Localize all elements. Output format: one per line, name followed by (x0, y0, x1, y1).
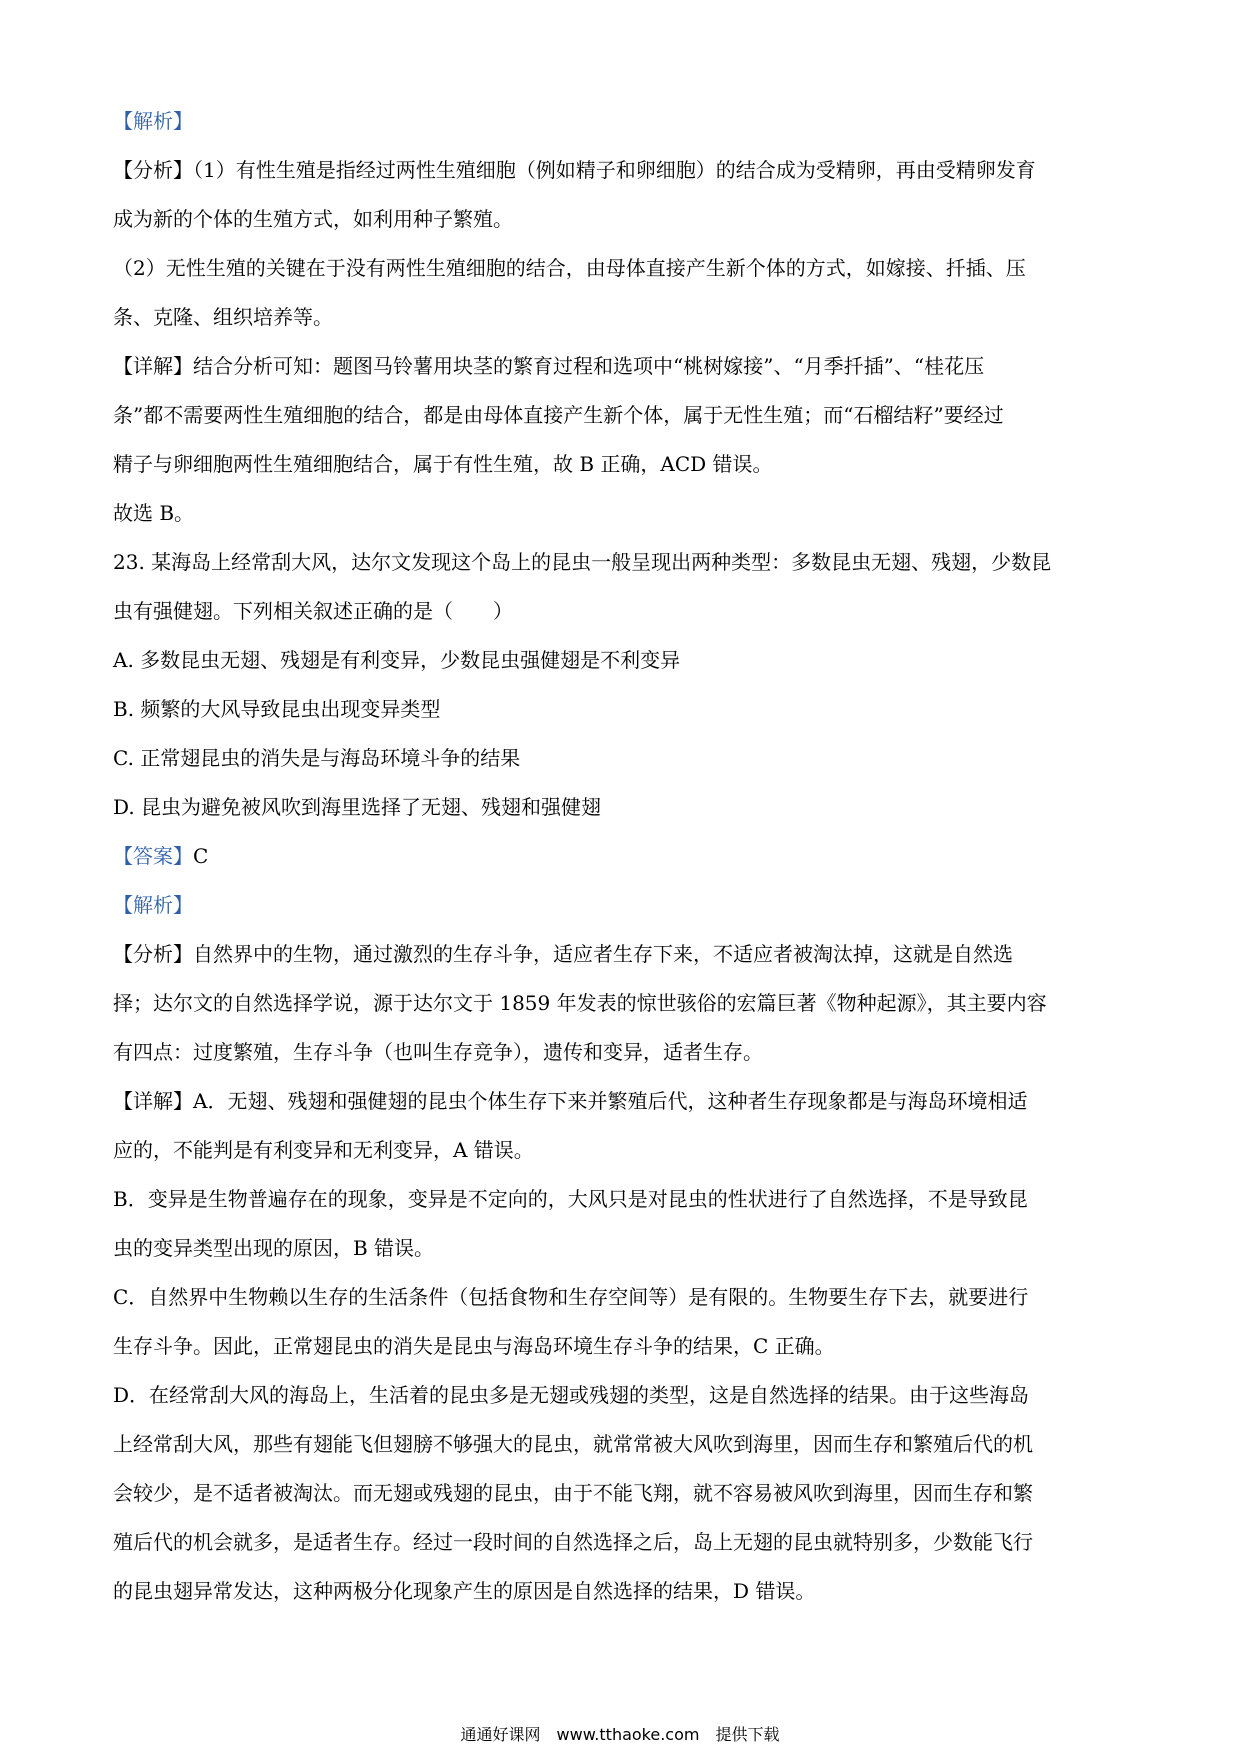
detail-paragraph (113, 342, 1133, 391)
option-c: C. 正常翅昆虫的消失是与海岛环境斗争的结果 (113, 746, 521, 770)
analysis-line: （1）有性生殖是指经过两性生殖细胞（例如精子和卵细胞）的结合成为受精卵，再由受精卵发育 (193, 158, 1036, 182)
detail-line: A．无翅、残翅和强健翅的昆虫个体生存下来并繁殖后代，这种者生存现象都是与海岛环境相适 (193, 1089, 1028, 1113)
question-stem: 23. 某海岛上经常刮大风，达尔文发现这个岛上的昆虫一般呈现出两种类型：多数昆虫无翅、残翅，少数昆 (113, 550, 1052, 574)
option-d: D. 昆虫为避免被风吹到海里选择了无翅、残翅和强健翅 (113, 795, 602, 819)
analysis-line: 条、克隆、组织培养等。 (113, 305, 333, 329)
detail-tag: 【详解】 (113, 354, 193, 378)
detail-line: 生存斗争。因此，正常翅昆虫的消失是昆虫与海岛环境生存斗争的结果，C 正确。 (113, 1334, 835, 1358)
answer-value: C (193, 844, 209, 868)
analysis-tag: 【分析】 (113, 942, 193, 966)
detail-tag: 【详解】 (113, 1089, 193, 1113)
detail-line: 的昆虫翅异常发达，这种两极分化现象产生的原因是自然选择的结果，D 错误。 (113, 1579, 816, 1603)
question-stem: 虫有强健翅。下列相关叙述正确的是（ ） (113, 599, 513, 623)
section-heading-analysis: 【解析】 (113, 109, 193, 133)
document-body (113, 97, 1133, 1616)
analysis-paragraph (113, 146, 1133, 195)
detail-line: B．变异是生物普遍存在的现象，变异是不定向的，大风只是对昆虫的性状进行了自然选择，不是导致昆 (113, 1187, 1028, 1211)
option-b: B. 频繁的大风导致昆虫出现变异类型 (113, 697, 441, 721)
answer-tag: 【答案】 (113, 844, 193, 868)
analysis-line: 自然界中的生物，通过激烈的生存斗争，适应者生存下来，不适应者被淘汰掉，这就是自然选 (193, 942, 1013, 966)
page-footer: 通通好课网 www.tthaoke.com 提供下载 (460, 1725, 780, 1744)
option-a: A. 多数昆虫无翅、残翅是有利变异，少数昆虫强健翅是不利变异 (113, 648, 681, 672)
detail-line: 会较少，是不适者被淘汰。而无翅或残翅的昆虫，由于不能飞翔，就不容易被风吹到海里，因而生存和繁 (113, 1481, 1033, 1505)
conclusion-line: 故选 B。 (113, 501, 195, 525)
detail-paragraph (113, 1077, 1133, 1126)
analysis-line: （2）无性生殖的关键在于没有两性生殖细胞的结合，由母体直接产生新个体的方式，如嫁接、扦插、压 (113, 256, 1026, 280)
detail-line: 结合分析可知：题图马铃薯用块茎的繁育过程和选项中“桃树嫁接”、“月季扦插”、“桂花压 (193, 354, 985, 378)
detail-line: 精子与卵细胞两性生殖细胞结合，属于有性生殖，故 B 正确，ACD 错误。 (113, 452, 773, 476)
section-heading-analysis: 【解析】 (113, 893, 193, 917)
detail-line: 上经常刮大风，那些有翅能飞但翅膀不够强大的昆虫，就常常被大风吹到海里，因而生存和繁殖后代的机 (113, 1432, 1033, 1456)
detail-line: C．自然界中生物赖以生存的生活条件（包括食物和生存空间等）是有限的。生物要生存下去，就要进行 (113, 1285, 1029, 1309)
detail-line: 应的，不能判是有利变异和无利变异，A 错误。 (113, 1138, 534, 1162)
detail-line: 条”都不需要两性生殖细胞的结合，都是由母体直接产生新个体，属于无性生殖；而“石榴结籽”要经过 (113, 403, 1004, 427)
detail-line: 殖后代的机会就多，是适者生存。经过一段时间的自然选择之后，岛上无翅的昆虫就特别多，少数能飞行 (113, 1530, 1033, 1554)
analysis-line: 择；达尔文的自然选择学说，源于达尔文于 1859 年发表的惊世骇俗的宏篇巨著《物种起源》，其主要内容 (113, 991, 1047, 1015)
analysis-tag: 【分析】 (113, 158, 193, 182)
analysis-line: 有四点：过度繁殖，生存斗争（也叫生存竞争），遗传和变异，适者生存。 (113, 1040, 763, 1064)
detail-line: D．在经常刮大风的海岛上，生活着的昆虫多是无翅或残翅的类型，这是自然选择的结果。由于这些海岛 (113, 1383, 1030, 1407)
analysis-line: 成为新的个体的生殖方式，如利用种子繁殖。 (113, 207, 513, 231)
detail-line: 虫的变异类型出现的原因，B 错误。 (113, 1236, 435, 1260)
analysis-paragraph (113, 930, 1133, 979)
answer-line (113, 832, 1133, 881)
